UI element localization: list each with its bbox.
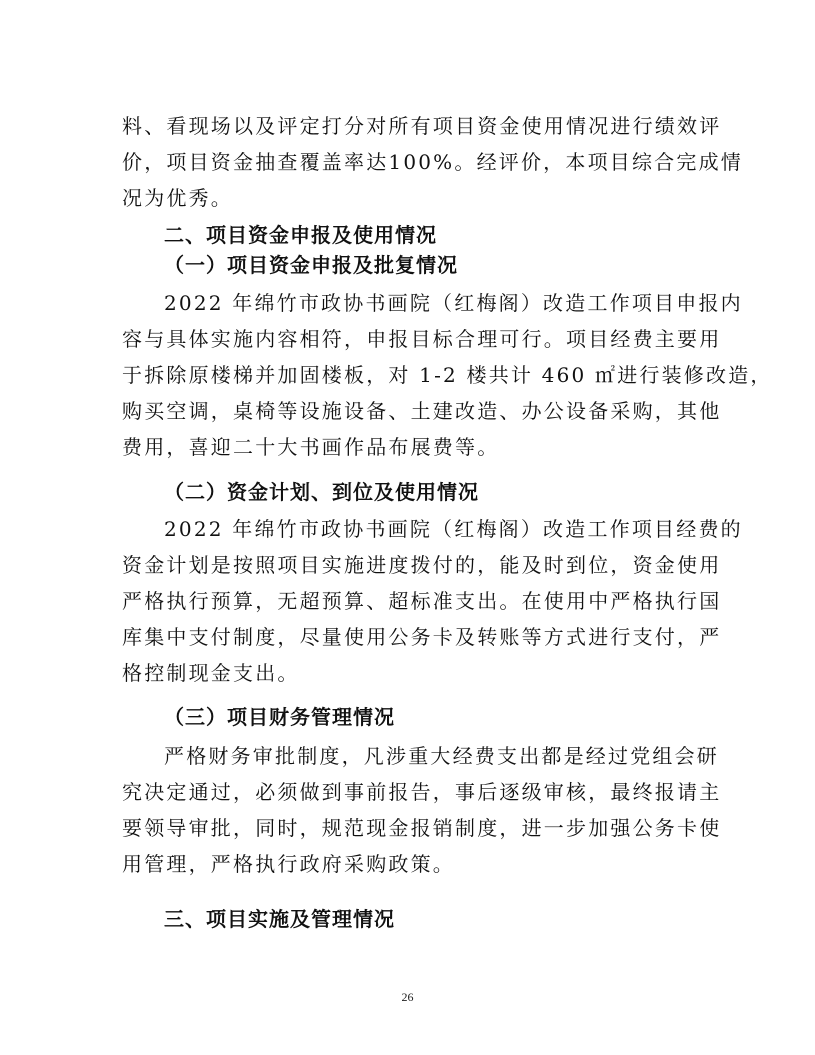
paragraph-line: 究决定通过，必须做到事前报告，事后逐级审核，最终报请主 — [122, 780, 722, 804]
paragraph-line: 价，项目资金抽查覆盖率达100%。经评价，本项目综合完成情 — [122, 150, 743, 174]
section-heading: 三、项目实施及管理情况 — [164, 907, 395, 931]
paragraph-line: 2022 年绵竹市政协书画院（红梅阁）改造工作项目经费的 — [164, 517, 743, 541]
subsection-heading: （一）项目资金申报及批复情况 — [164, 253, 458, 277]
paragraph-line: 容与具体实施内容相符，申报目标合理可行。项目经费主要用 — [122, 327, 722, 351]
paragraph-line: 2022 年绵竹市政协书画院（红梅阁）改造工作项目申报内 — [164, 291, 743, 315]
paragraph-line: 库集中支付制度，尽量使用公务卡及转账等方式进行支付，严 — [122, 625, 722, 649]
paragraph-line: 费用，喜迎二十大书画作品布展费等。 — [122, 435, 500, 459]
paragraph-2-1 — [122, 285, 773, 465]
paragraph-2-3 — [122, 738, 722, 882]
paragraph-line: 严格财务审批制度，凡涉重大经费支出都是经过党组会研 — [164, 744, 719, 768]
section-heading: 二、项目资金申报及使用情况 — [164, 223, 437, 247]
paragraph-line: 况为优秀。 — [122, 186, 233, 210]
subsection-heading: （二）资金计划、到位及使用情况 — [164, 480, 479, 504]
page-number: 26 — [401, 990, 414, 1004]
paragraph-line: 于拆除原楼梯并加固楼板，对 1-2 楼共计 460 ㎡进行装修改造， — [122, 363, 773, 387]
paragraph-intro — [122, 108, 743, 216]
paragraph-line: 格控制现金支出。 — [122, 661, 300, 685]
paragraph-line: 料、看现场以及评定打分对所有项目资金使用情况进行绩效评 — [122, 114, 722, 138]
paragraph-line: 资金计划是按照项目实施进度拨付的，能及时到位，资金使用 — [122, 553, 722, 577]
subsection-heading: （三）项目财务管理情况 — [164, 705, 395, 729]
paragraph-2-2 — [122, 511, 743, 691]
paragraph-line: 用管理，严格执行政府采购政策。 — [122, 852, 455, 876]
paragraph-line: 严格执行预算，无超预算、超标准支出。在使用中严格执行国 — [122, 589, 722, 613]
paragraph-line: 要领导审批，同时，规范现金报销制度，进一步加强公务卡使 — [122, 816, 722, 840]
paragraph-line: 购买空调，桌椅等设施设备、土建改造、办公设备采购，其他 — [122, 399, 722, 423]
